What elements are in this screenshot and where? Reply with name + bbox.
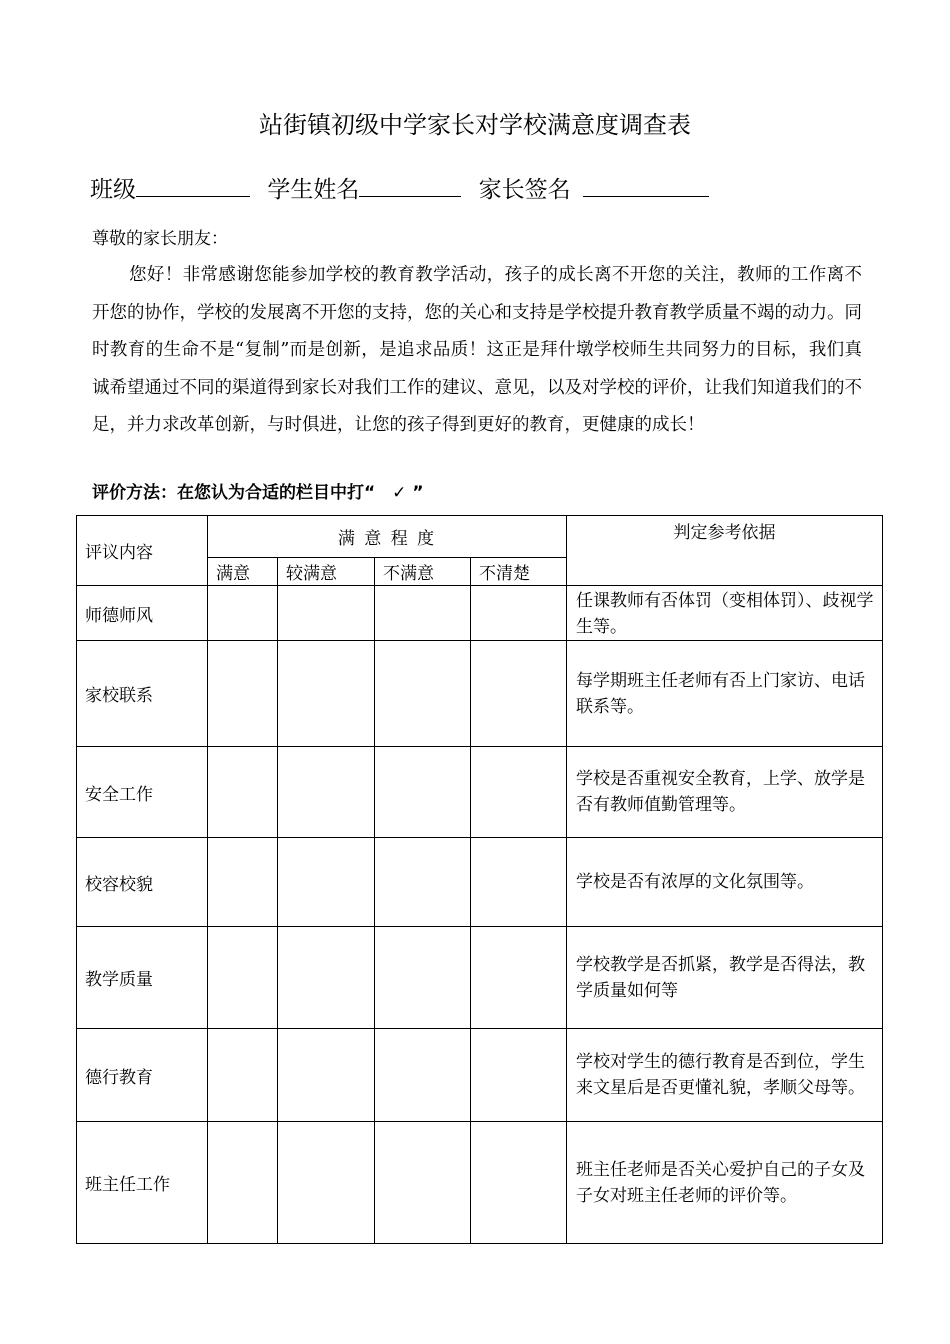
check-cell-unclear[interactable] bbox=[471, 1122, 567, 1244]
check-cell-satisfied[interactable] bbox=[208, 1122, 278, 1244]
check-cell-fairly-satisfied[interactable] bbox=[278, 1122, 375, 1244]
greeting: 尊敬的家长朋友： bbox=[92, 229, 228, 249]
class-blank[interactable] bbox=[136, 170, 250, 197]
row-basis: 学校教学是否抓紧，教学是否得法，教学质量如何等 bbox=[567, 927, 883, 1029]
student-name-label: 学生姓名 bbox=[267, 177, 360, 203]
row-item: 师德师风 bbox=[77, 586, 208, 641]
check-cell-unclear[interactable] bbox=[471, 586, 567, 641]
header-basis: 判定参考依据 bbox=[567, 516, 883, 586]
document-title: 站街镇初级中学家长对学校满意度调查表 bbox=[259, 111, 691, 139]
check-cell-unsatisfied[interactable] bbox=[375, 1029, 471, 1122]
check-cell-unclear[interactable] bbox=[471, 927, 567, 1029]
row-basis: 每学期班主任老师有否上门家访、电话联系等。 bbox=[567, 641, 883, 747]
check-cell-fairly-satisfied[interactable] bbox=[278, 838, 375, 927]
parent-signature-blank[interactable] bbox=[583, 170, 709, 197]
class-label: 班级 bbox=[90, 177, 136, 203]
check-cell-fairly-satisfied[interactable] bbox=[278, 641, 375, 747]
header-level-fairly-satisfied: 较满意 bbox=[278, 558, 375, 586]
table-row bbox=[77, 641, 883, 747]
check-cell-unclear[interactable] bbox=[471, 838, 567, 927]
table-row bbox=[77, 747, 883, 838]
row-item: 教学质量 bbox=[77, 927, 208, 1029]
check-cell-unsatisfied[interactable] bbox=[375, 747, 471, 838]
intro-paragraph: 您好！非常感谢您能参加学校的教育教学活动，孩子的成长离不开您的关注，教师的工作离不开您的协作，学校的发展离不开您的支持，您的关心和支持是学校提升教育教学质量不竭的动力。同时教育的生命不是“复制”而是创新，是追求品质！这正是拜什墩学校师生共同努力的目标，我们真诚希望通过不同的渠道得到家长对我们工作的建议、意见，以及对学校的评价，让我们知道我们的不足，并力求改革创新，与时俱进，让您的孩子得到更好的教育，更健康的成长！ bbox=[92, 265, 862, 435]
check-cell-fairly-satisfied[interactable] bbox=[278, 747, 375, 838]
row-basis: 学校是否重视安全教育，上学、放学是否有教师值勤管理等。 bbox=[567, 747, 883, 838]
survey-table bbox=[76, 515, 883, 1244]
header-level-unclear: 不清楚 bbox=[471, 558, 567, 586]
table-row bbox=[77, 927, 883, 1029]
check-cell-satisfied[interactable] bbox=[208, 838, 278, 927]
row-item: 德行教育 bbox=[77, 1029, 208, 1122]
parent-signature-label: 家长签名 bbox=[478, 177, 571, 203]
check-cell-satisfied[interactable] bbox=[208, 1029, 278, 1122]
check-cell-unsatisfied[interactable] bbox=[375, 927, 471, 1029]
header-satisfaction-group: 满 意 程 度 bbox=[208, 516, 567, 558]
row-basis: 学校对学生的德行教育是否到位，学生来文星后是否更懂礼貌，孝顺父母等。 bbox=[567, 1029, 883, 1122]
table-row bbox=[77, 586, 883, 641]
check-cell-unsatisfied[interactable] bbox=[375, 838, 471, 927]
row-item: 校容校貌 bbox=[77, 838, 208, 927]
info-row bbox=[90, 170, 850, 208]
table-row bbox=[77, 1122, 883, 1244]
check-cell-satisfied[interactable] bbox=[208, 586, 278, 641]
check-cell-satisfied[interactable] bbox=[208, 747, 278, 838]
row-item: 家校联系 bbox=[77, 641, 208, 747]
check-cell-unsatisfied[interactable] bbox=[375, 586, 471, 641]
check-cell-unsatisfied[interactable] bbox=[375, 641, 471, 747]
check-cell-fairly-satisfied[interactable] bbox=[278, 586, 375, 641]
header-level-unsatisfied: 不满意 bbox=[375, 558, 471, 586]
check-cell-satisfied[interactable] bbox=[208, 641, 278, 747]
table-row bbox=[77, 838, 883, 927]
check-cell-unclear[interactable] bbox=[471, 641, 567, 747]
evaluation-method: 评价方法：在您认为合适的栏目中打“ ✓ ” bbox=[92, 483, 424, 503]
check-cell-unclear[interactable] bbox=[471, 747, 567, 838]
check-cell-unsatisfied[interactable] bbox=[375, 1122, 471, 1244]
student-name-blank[interactable] bbox=[359, 170, 461, 197]
row-basis: 班主任老师是否关心爱护自己的子女及子女对班主任老师的评价等。 bbox=[567, 1122, 883, 1244]
row-item: 班主任工作 bbox=[77, 1122, 208, 1244]
table-row bbox=[77, 1029, 883, 1122]
header-item: 评议内容 bbox=[77, 516, 208, 586]
row-basis: 学校是否有浓厚的文化氛围等。 bbox=[567, 838, 883, 927]
header-row bbox=[77, 516, 883, 558]
row-item: 安全工作 bbox=[77, 747, 208, 838]
header-level-satisfied: 满意 bbox=[208, 558, 278, 586]
check-cell-satisfied[interactable] bbox=[208, 927, 278, 1029]
check-cell-unclear[interactable] bbox=[471, 1029, 567, 1122]
row-basis: 任课教师有否体罚（变相体罚）、歧视学生等。 bbox=[567, 586, 883, 641]
check-cell-fairly-satisfied[interactable] bbox=[278, 1029, 375, 1122]
check-cell-fairly-satisfied[interactable] bbox=[278, 927, 375, 1029]
